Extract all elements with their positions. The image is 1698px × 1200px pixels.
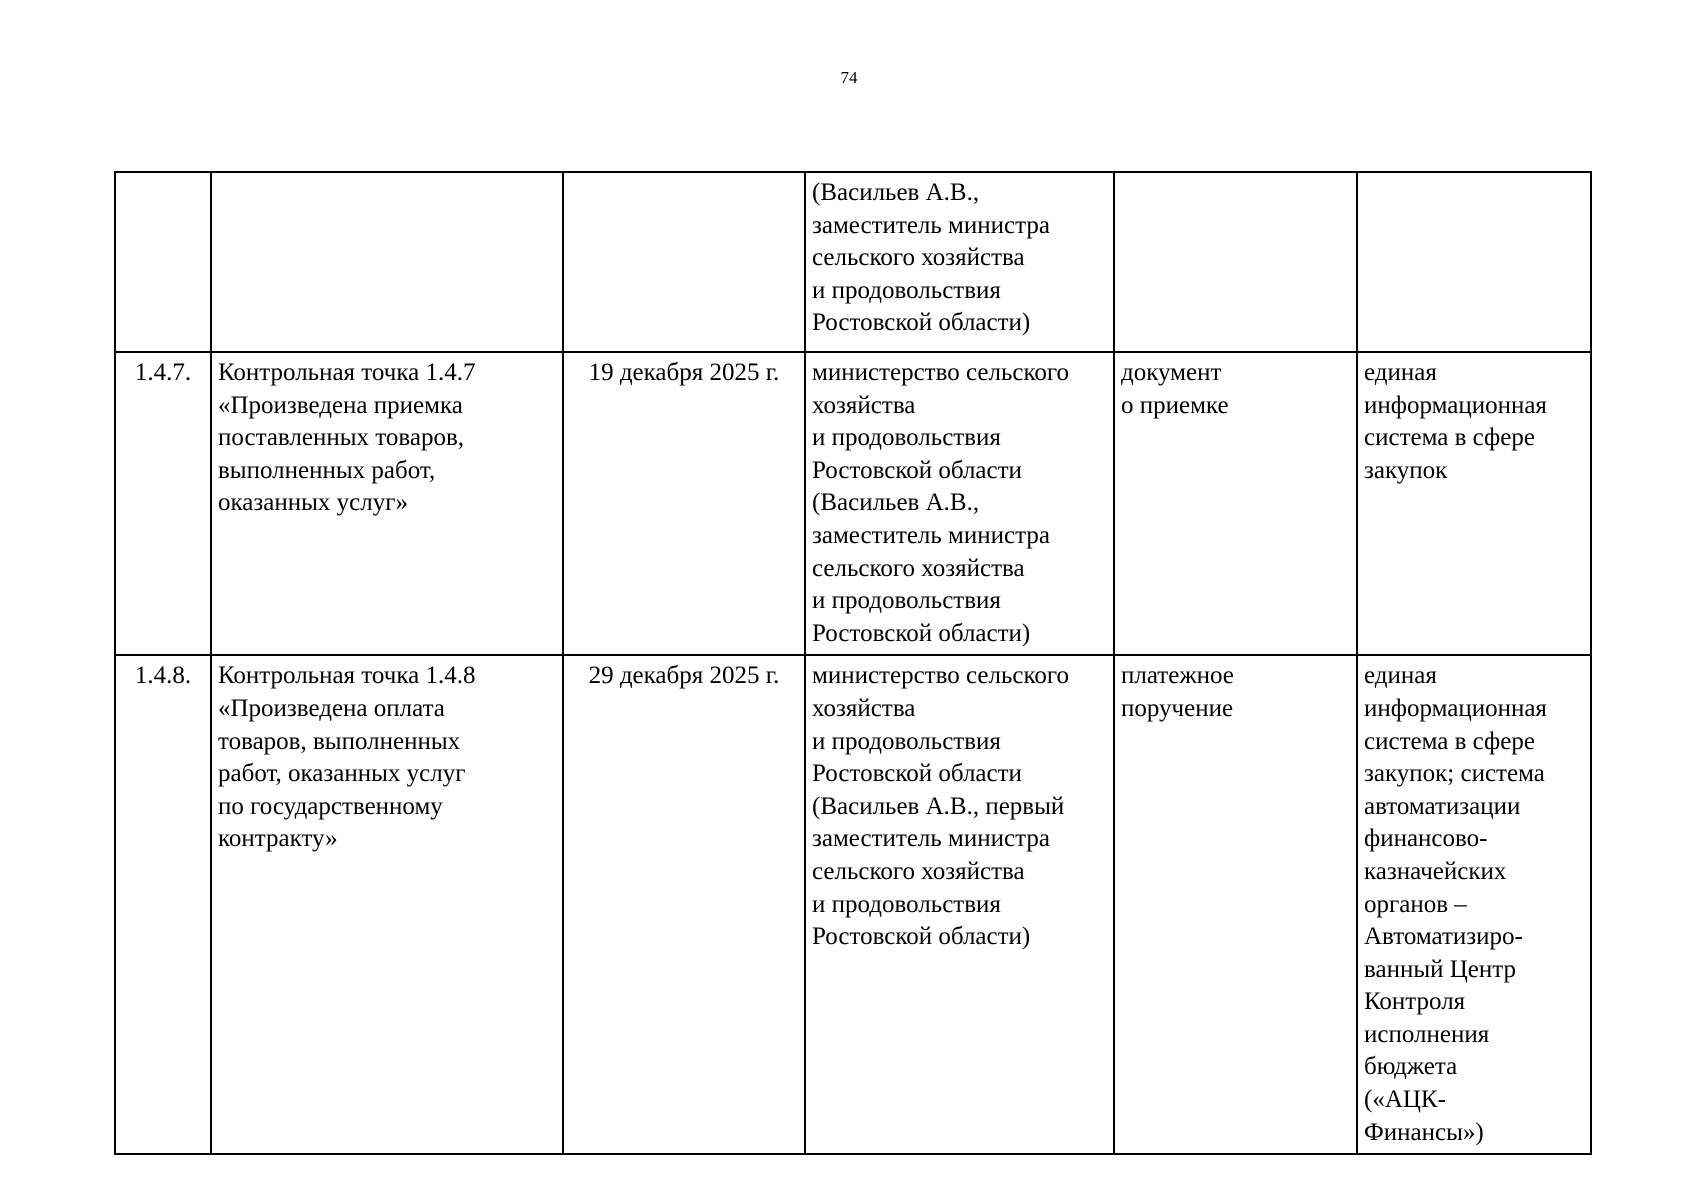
table-row-1-4-8 xyxy=(115,655,1591,1154)
cell-system xyxy=(1357,172,1591,352)
cell-date: 19 декабря 2025 г. xyxy=(563,352,805,655)
cell-document: платежное поручение xyxy=(1114,655,1357,1154)
cell-name: Контрольная точка 1.4.8 «Произведена оплата товаров, выполненных работ, оказанных услуг по государственному контракту» xyxy=(211,655,563,1154)
cell-date xyxy=(563,172,805,352)
cell-number: 1.4.8. xyxy=(115,655,211,1154)
cell-number xyxy=(115,172,211,352)
cell-responsible: (Васильев А.В., заместитель министра сельского хозяйства и продовольствия Ростовской области) xyxy=(805,172,1114,352)
cell-name xyxy=(211,172,563,352)
cell-date: 29 декабря 2025 г. xyxy=(563,655,805,1154)
cell-system: единая информационная система в сфере закупок xyxy=(1357,352,1591,655)
page-number: 74 xyxy=(840,68,858,87)
table-row-continuation xyxy=(115,172,1591,352)
cell-name: Контрольная точка 1.4.7 «Произведена приемка поставленных товаров, выполненных работ, оказанных услуг» xyxy=(211,352,563,655)
control-points-table xyxy=(114,171,1592,1155)
cell-document: документ о приемке xyxy=(1114,352,1357,655)
cell-responsible: министерство сельского хозяйства и продовольствия Ростовской области (Васильев А.В., первый заместитель министра сельского хозяйства и продовольствия Ростовской области) xyxy=(805,655,1114,1154)
cell-responsible: министерство сельского хозяйства и продовольствия Ростовской области (Васильев А.В., заместитель министра сельского хозяйства и продовольствия Ростовской области) xyxy=(805,352,1114,655)
cell-document xyxy=(1114,172,1357,352)
cell-system: единая информационная система в сфере закупок; система автоматизации финансово- казначейских органов – Автоматизиро- ванный Центр Контроля исполнения бюджета («АЦК- Финансы») xyxy=(1357,655,1591,1154)
table-row-1-4-7 xyxy=(115,352,1591,655)
cell-number: 1.4.7. xyxy=(115,352,211,655)
